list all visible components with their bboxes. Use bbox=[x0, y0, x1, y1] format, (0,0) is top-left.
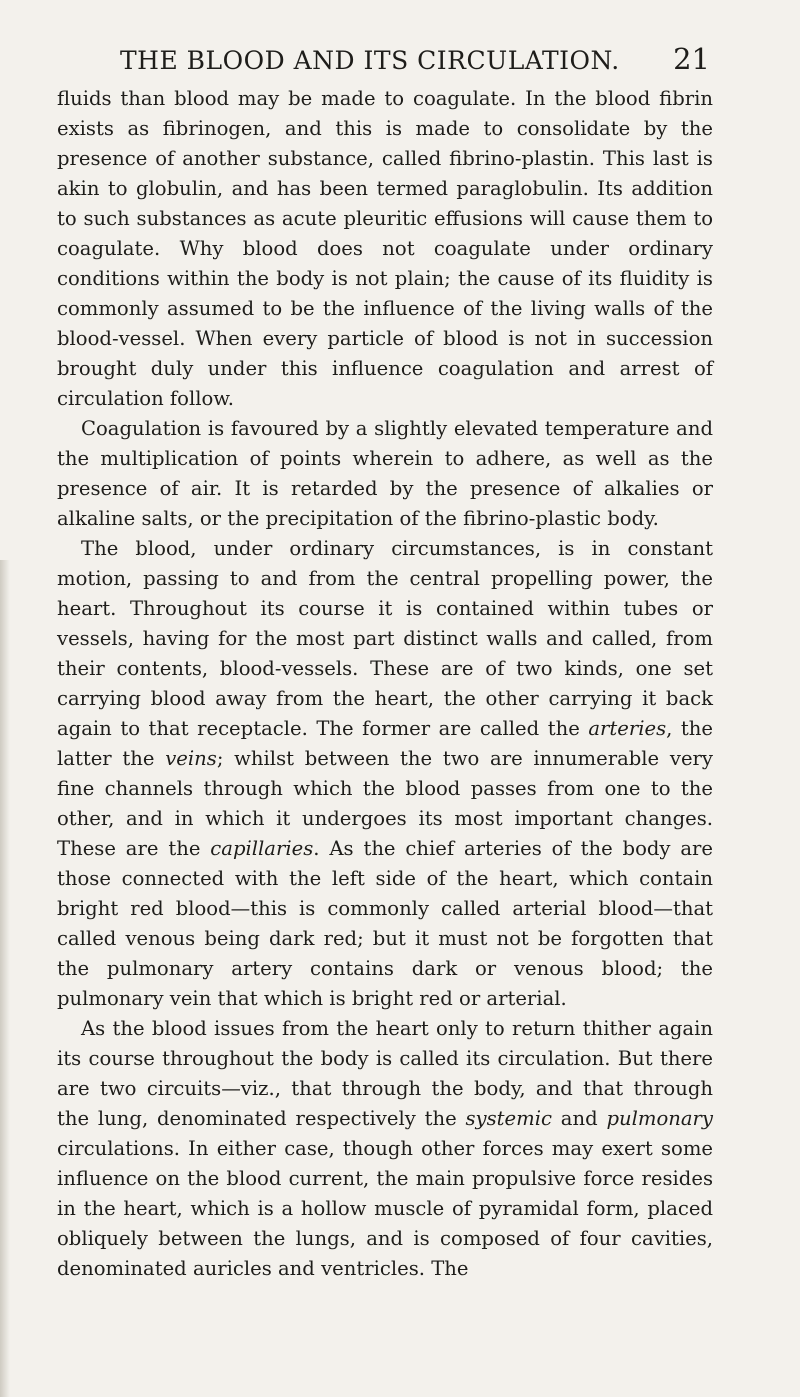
body-text bbox=[57, 84, 713, 1284]
term-veins: veins bbox=[165, 747, 217, 770]
paragraph-3-text-a: The blood, under ordinary circumstances, is in constant motion, passing to and from the central propelling power, the heart. Throughout its course it is contained within tubes or vessels, having for the most part distinct walls and called, from their contents, blood-vessels. These are of two kinds, one set carrying blood away from the heart, the other carrying it back again to that receptacle. The former are called the bbox=[57, 537, 713, 740]
term-systemic: systemic bbox=[465, 1107, 552, 1130]
term-pulmonary: pulmonary bbox=[606, 1107, 713, 1130]
paragraph-3-text-b: , the latter the bbox=[57, 717, 713, 770]
paragraph-3-text-d: . As the chief arteries of the body are those connected with the left side of the heart, which contain bright red blood—this is commonly called arterial blood—that called venous being dark red; but it must not be forgotten that the pulmonary artery contains dark or venous blood; the pulmonary vein that which is bright red or arterial. bbox=[57, 837, 714, 1010]
paragraph-4-text-a: As the blood issues from the heart only to return thither again its course throughout the body is called its circulation. But there are two circuits—viz., that through the body, and that through the lung, denominated respectively the bbox=[57, 1017, 713, 1130]
paragraph-4-text-b: and bbox=[551, 1107, 607, 1130]
paragraph-4 bbox=[57, 1014, 713, 1284]
paragraph-2: Coagulation is favoured by a slightly elevated temperature and the multiplication of points wherein to adhere, as well as the presence of air. It is retarded by the presence of alkalies or alkaline salts, or the precipitation of the fibrino-plastic body. bbox=[57, 417, 713, 530]
running-title: THE BLOOD AND ITS CIRCULATION. bbox=[120, 46, 620, 75]
paragraph-3-text-c: ; whilst between the two are innumerable very fine channels through which the blood passes from one to the other, and in which it undergoes its most important changes. These are the bbox=[57, 747, 713, 860]
paragraph-3 bbox=[57, 534, 713, 1014]
term-capillaries: capillaries bbox=[210, 837, 314, 860]
running-header bbox=[120, 42, 710, 82]
paragraph-4-text-c: circulations. In either case, though other forces may exert some influence on the blood current, the main propulsive force resides in the heart, which is a hollow muscle of pyramidal form, placed obliquely between the lungs, and is composed of four cavities, denominated auricles and ventricles. The bbox=[57, 1137, 713, 1280]
page-gutter-shadow bbox=[0, 560, 10, 1397]
page-number: 21 bbox=[673, 42, 710, 76]
term-arteries: arteries bbox=[588, 717, 667, 740]
paragraph-1: fluids than blood may be made to coagulate. In the blood fibrin exists as fibrinogen, and this is made to consolidate by the presence of another substance, called fibrino-plastin. This last is akin to globulin, and has been termed paraglobulin. Its addition to such substances as acute pleuritic effusions will cause them to coagulate. Why blood does not coagulate under ordinary conditions within the body is not plain; the cause of its fluidity is commonly assumed to be the influence of the living walls of the blood-vessel. When every particle of blood is not in succession brought duly under this influence coagulation and arrest of circulation follow. bbox=[57, 87, 713, 410]
